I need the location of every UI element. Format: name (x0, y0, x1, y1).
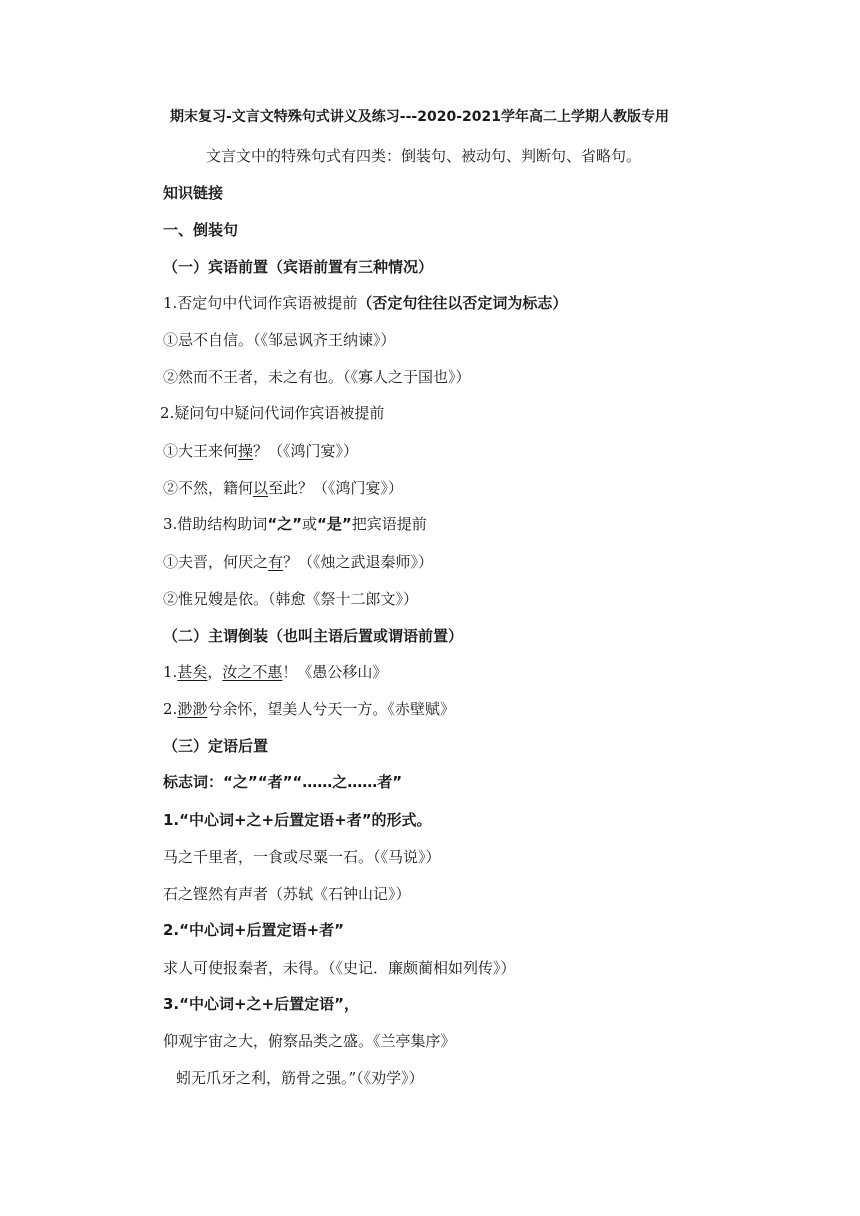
rule-item-1-text: 1.否定句中代词作宾语被提前 (163, 294, 358, 312)
rule-item-3-b: “之” (267, 515, 303, 533)
sp-ex2-pre: 2. (163, 700, 178, 718)
example-2-1 (163, 441, 358, 461)
example-3-1-post: ？（《烛之武退秦师》） (283, 553, 434, 571)
attributive-form-2-example-1: 求人可使报秦者，未得。（《史记．廉颇蔺相如列传》） (163, 959, 516, 977)
sp-ex1-underlined-a: 甚矣 (177, 663, 208, 681)
attributive-form-2-heading: 2.“中心词+后置定语+者” (163, 921, 344, 939)
rule-item-3-a: 3.借助结构助词 (163, 515, 268, 533)
subject-predicate-example-1 (163, 662, 387, 682)
rule-item-1 (163, 293, 567, 313)
example-2-2-underlined: 以 (253, 479, 269, 497)
sp-ex1-pre: 1. (163, 663, 178, 681)
sp-ex1-underlined-b: 汝之不惠 (222, 663, 283, 681)
example-2-1-underlined: 操 (238, 442, 254, 460)
sp-ex1-post: ！《愚公移山》 (282, 663, 388, 681)
section-heading-inversion: 一、倒装句 (163, 221, 239, 239)
sp-ex2-post: 兮余怀，望美人兮天一方。《赤壁赋》 (207, 700, 455, 718)
example-2-2-post: 至此？（《鸿门宴》） (268, 479, 404, 497)
example-1-1: ①忌不自信。（《邹忌讽齐王纳谏》） (163, 331, 396, 349)
sp-ex1-mid: ， (207, 663, 223, 681)
attributive-form-1-heading: 1.“中心词+之+后置定语+者”的形式。 (163, 811, 432, 829)
example-3-1-pre: ①夫晋，何厌之 (163, 553, 269, 571)
sp-ex2-underlined: 渺渺 (177, 700, 208, 718)
subsection-heading-object-preposing: （一）宾语前置（宾语前置有三种情况） (163, 258, 434, 276)
attributive-form-3-example-2: 蚓无爪牙之利，筋骨之强。”（《劝学》） (176, 1069, 424, 1087)
rule-item-2: 2.疑问句中疑问代词作宾语被提前 (160, 404, 385, 422)
example-1-2: ②然而不王者，未之有也。（《寡人之于国也》） (163, 368, 471, 386)
example-3-2: ②惟兄嫂是依。（韩愈《祭十二郎文》） (163, 590, 419, 608)
subject-predicate-example-2 (163, 699, 455, 719)
rule-item-3 (163, 514, 427, 534)
rule-item-1-note: （否定句往往以否定词为标志） (357, 294, 568, 312)
marker-words-line: 标志词：“之”“者”“……之……者” (163, 773, 403, 791)
rule-item-3-c: 或 (302, 515, 318, 533)
document-title: 期末复习-文言文特殊句式讲义及练习---2020-2021学年高二上学期人教版专用 (170, 109, 669, 125)
rule-item-3-d: “是” (317, 515, 352, 533)
example-3-1-underlined: 有 (268, 553, 284, 571)
example-2-1-pre: ①大王来何 (163, 442, 239, 460)
attributive-form-3-heading: 3.“中心词+之+后置定语”， (163, 995, 359, 1013)
subsection-heading-subject-predicate: （二）主谓倒装（也叫主语后置或谓语前置） (163, 627, 464, 645)
attributive-form-1-example-1: 马之千里者，一食或尽粟一石。（《马说》） (163, 848, 441, 866)
example-3-1 (163, 552, 433, 572)
rule-item-3-e: 把宾语提前 (351, 515, 427, 533)
subsection-heading-postposed-attributive: （三）定语后置 (163, 737, 269, 755)
example-2-2 (163, 478, 403, 498)
intro-paragraph: 文言文中的特殊句式有四类：倒装句、被动句、判断句、省略句。 (206, 147, 642, 165)
attributive-form-1-example-2: 石之铿然有声者（苏轼《石钟山记》） (163, 885, 411, 903)
example-2-1-post: ？（《鸿门宴》） (253, 442, 359, 460)
knowledge-heading: 知识链接 (163, 184, 224, 202)
attributive-form-3-example-1: 仰观宇宙之大，俯察品类之盛。《兰亭集序》 (163, 1032, 456, 1050)
example-2-2-pre: ②不然，籍何 (163, 479, 254, 497)
